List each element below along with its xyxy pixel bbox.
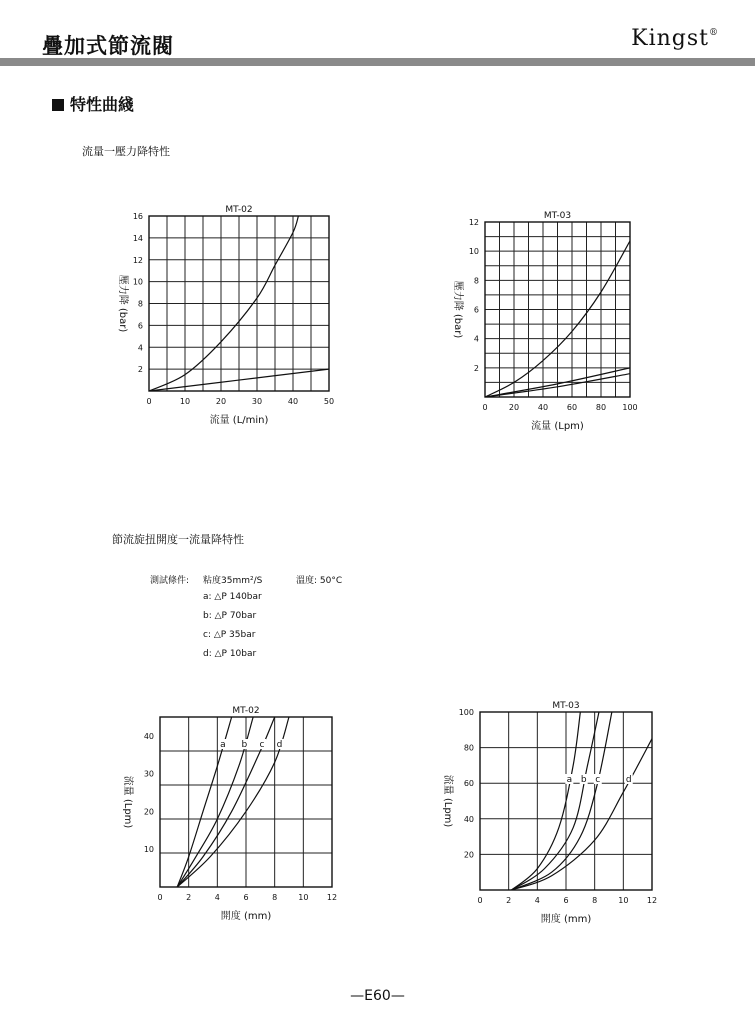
x-tick-label: 30	[251, 397, 263, 406]
y-tick-label: 16	[132, 212, 143, 221]
section-title: 特性曲綫	[70, 95, 135, 114]
x-tick-label: 20	[215, 397, 227, 406]
x-tick-label: 2	[186, 893, 192, 902]
y-tick-label: 10	[132, 277, 143, 287]
x-axis-label: 開度 (mm)	[220, 911, 272, 922]
series-line-d	[177, 717, 289, 887]
x-tick-label: 4	[214, 893, 220, 902]
y-tick-label: 20	[143, 807, 154, 817]
chart-mt03-pressure-drop	[440, 200, 660, 440]
y-tick-label: 100	[458, 708, 474, 717]
y-axis-label: 壓力降 (bar)	[117, 274, 128, 333]
series-line-c	[512, 712, 612, 890]
series-label-b: b	[580, 775, 587, 785]
series-label-b: b	[241, 740, 248, 750]
x-tick-label: 6	[563, 896, 569, 905]
series-line-d	[512, 739, 652, 890]
x-tick-label: 0	[146, 397, 152, 406]
y-tick-label: 10	[143, 845, 154, 855]
y-tick-label: 30	[143, 769, 154, 779]
x-tick-label: 12	[326, 893, 338, 902]
y-tick-label: 40	[463, 814, 474, 824]
chart-title: MT-03	[543, 211, 572, 221]
y-axis-label: 流量 (Lpm)	[442, 774, 453, 828]
y-tick-label: 4	[137, 343, 143, 353]
brand-name: Kingst	[631, 26, 709, 51]
x-tick-label: 2	[506, 896, 512, 905]
x-tick-label: 12	[646, 896, 658, 905]
series-label-d: d	[276, 740, 283, 750]
header-divider	[0, 58, 755, 66]
x-axis-label: 開度 (mm)	[540, 914, 592, 925]
condition-item-b: b: △P 70bar	[203, 611, 257, 621]
condition-item-a: a: △P 140bar	[203, 592, 262, 602]
y-tick-label: 2	[137, 365, 143, 375]
chart-mt02-opening-flow	[100, 695, 360, 925]
y-tick-label: 10	[468, 247, 479, 257]
x-tick-label: 60	[566, 403, 578, 412]
x-tick-label: 20	[508, 403, 520, 412]
series-label-c: c	[259, 740, 265, 750]
y-tick-label: 60	[463, 779, 474, 789]
chart-title: MT-03	[552, 701, 580, 711]
x-tick-label: 50	[323, 397, 335, 406]
chart-mt03-opening-flow	[430, 690, 680, 930]
document-title: 疊加式節流閥	[42, 34, 174, 58]
brand-logo	[631, 26, 719, 51]
series-label-d: d	[625, 775, 632, 785]
x-tick-label: 0	[477, 896, 483, 905]
y-tick-label: 8	[137, 299, 143, 309]
section-heading	[52, 92, 134, 115]
y-axis-label: 流量 (Lpm)	[122, 775, 133, 829]
series-label-a: a	[566, 775, 573, 785]
x-axis-label: 流量 (L/min)	[209, 415, 269, 426]
condition-item-d: d: △P 10bar	[203, 649, 257, 659]
x-tick-label: 10	[618, 896, 629, 905]
series-label-a: a	[220, 740, 226, 750]
registered-mark: ®	[709, 28, 719, 38]
test-condition-label: 測試條件:	[150, 576, 190, 586]
y-tick-label: 6	[137, 321, 143, 331]
page-number: —E60—	[350, 988, 405, 1004]
y-tick-label: 2	[473, 363, 479, 373]
y-tick-label: 12	[132, 255, 143, 265]
chart-mt02-pressure-drop	[100, 200, 360, 440]
y-tick-label: 14	[132, 233, 143, 243]
chart-title: MT-02	[225, 205, 253, 215]
x-tick-label: 100	[622, 403, 638, 412]
x-tick-label: 80	[595, 403, 607, 412]
y-tick-label: 4	[473, 334, 479, 344]
x-tick-label: 6	[243, 893, 249, 902]
y-tick-label: 40	[143, 731, 154, 741]
series-label-c: c	[595, 775, 601, 785]
y-axis-label: 壓力降 (bar)	[452, 280, 463, 339]
x-tick-label: 8	[592, 896, 598, 905]
subtitle-flow-pressure: 流量一壓力降特性	[82, 145, 170, 158]
chart-title: MT-02	[232, 706, 260, 716]
test-condition-temperature: 溫度: 50°C	[296, 576, 343, 586]
y-tick-label: 6	[473, 305, 479, 315]
condition-item-c: c: △P 35bar	[203, 630, 256, 640]
x-tick-label: 10	[179, 397, 191, 406]
x-tick-label: 0	[157, 893, 163, 902]
x-tick-label: 10	[298, 893, 309, 902]
x-tick-label: 4	[534, 896, 540, 905]
y-tick-label: 12	[468, 218, 479, 227]
x-axis-label: 流量 (Lpm)	[531, 421, 584, 432]
y-tick-label: 20	[463, 850, 474, 860]
bullet-square-icon	[52, 99, 64, 111]
subtitle-opening-flow: 節流旋扭開度一流量降特性	[112, 533, 244, 546]
x-tick-label: 40	[537, 403, 549, 412]
x-tick-label: 40	[287, 397, 299, 406]
y-tick-label: 8	[473, 276, 479, 286]
x-tick-label: 8	[272, 893, 278, 902]
test-condition-viscosity: 粘度35mm²/S	[203, 576, 263, 586]
y-tick-label: 80	[463, 743, 474, 753]
series-line-b	[512, 712, 599, 890]
x-tick-label: 0	[482, 403, 488, 412]
